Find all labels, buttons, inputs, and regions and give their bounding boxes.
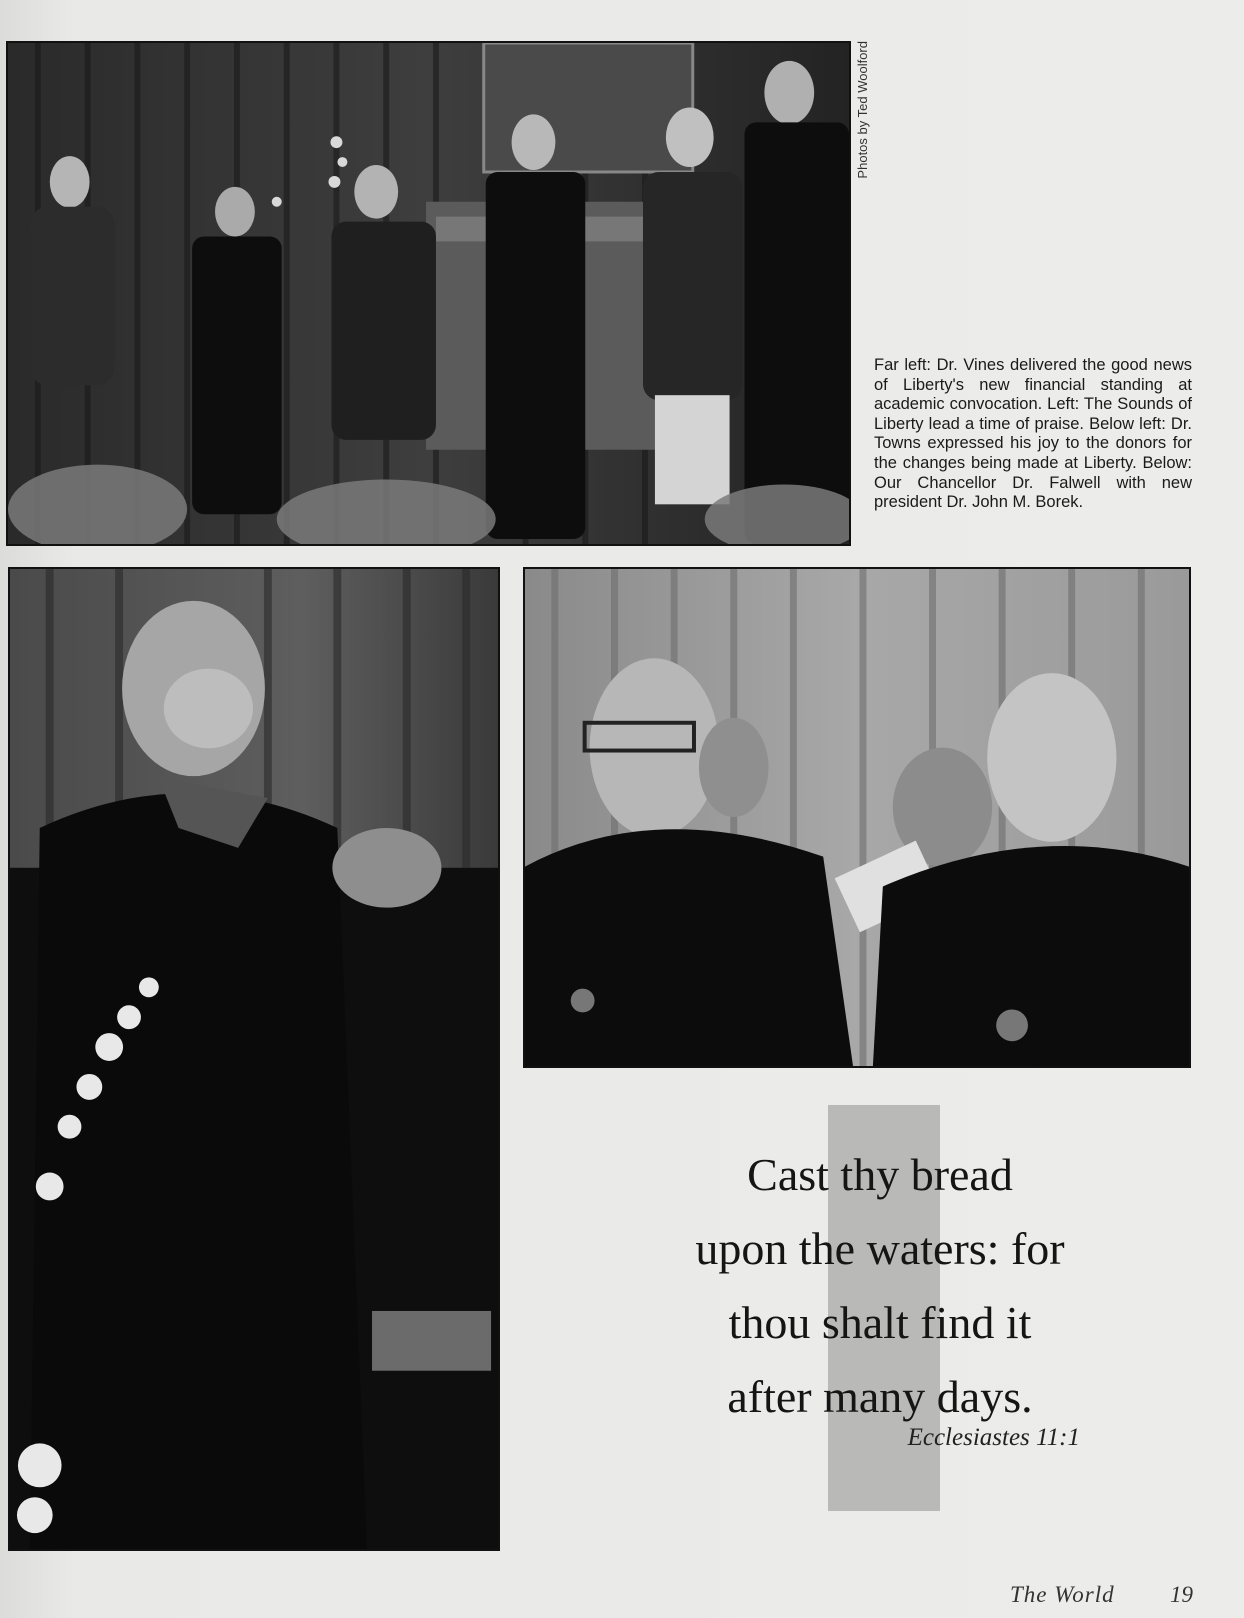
towns-photo xyxy=(8,567,500,1551)
quote-source: Ecclesiastes 11:1 xyxy=(907,1424,1080,1451)
quote-line: thou shalt find it xyxy=(728,1297,1032,1348)
quote-line: Cast thy bread xyxy=(747,1149,1013,1200)
scripture-quote xyxy=(660,1138,1100,1434)
photo-caption: Far left: Dr. Vines delivered the good news of Liberty's new financial standing at academic convocation. Left: The Sounds of Liberty lead a time of praise. Below left: Dr. Towns expressed his joy to the donors for the changes being made at Liberty. Below: Our Chancellor Dr. Falwell with new president Dr. John M. Borek. xyxy=(874,356,1192,512)
photo-credit: Photos by Ted Woolford xyxy=(855,41,870,179)
singers-photo xyxy=(6,41,851,546)
falwell-borek-photo xyxy=(523,567,1191,1068)
quote-line: after many days. xyxy=(727,1371,1033,1422)
magazine-title: The World xyxy=(1010,1582,1115,1607)
page-number: 19 xyxy=(1170,1582,1193,1607)
quote-line: upon the waters: for xyxy=(695,1223,1065,1274)
